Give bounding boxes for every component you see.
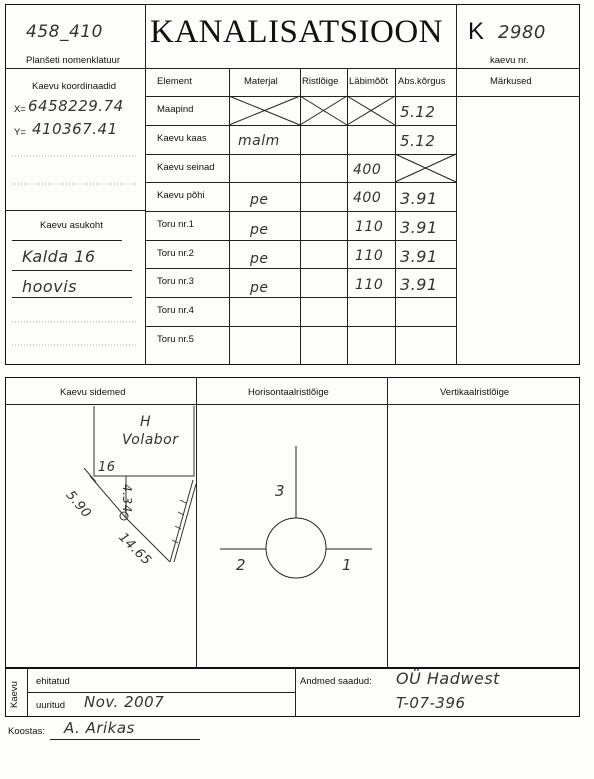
distance-5-90: 5.90 bbox=[62, 488, 94, 522]
location-heading: Kaevu asukoht bbox=[40, 220, 103, 231]
compiler-value: A. Arikas bbox=[64, 719, 135, 737]
x-value: 6458229.74 bbox=[28, 97, 124, 115]
row-elevation: 3.91 bbox=[400, 247, 438, 266]
x-label: X= bbox=[14, 104, 26, 115]
building-label-name: Volabor bbox=[122, 432, 179, 448]
row-material: pe bbox=[250, 280, 269, 296]
building-label-h: H bbox=[140, 414, 152, 430]
well-number: 2980 bbox=[498, 22, 546, 43]
sketch-heading-horizontal: Horisontaalristlõige bbox=[248, 387, 329, 398]
header-diameter: Läbimõõt bbox=[349, 76, 389, 87]
source-company: OÜ Hadwest bbox=[396, 669, 500, 688]
pipe-label-2: 2 bbox=[236, 556, 247, 574]
row-elevation: 3.91 bbox=[400, 189, 438, 208]
distance-14-65: 14.65 bbox=[115, 530, 155, 569]
row-element: Kaevu kaas bbox=[157, 133, 207, 144]
header-element: Element bbox=[157, 76, 192, 87]
row-diameter: 110 bbox=[355, 219, 384, 235]
pipe-label-3: 3 bbox=[275, 482, 286, 500]
coordinates-heading: Kaevu koordinaadid bbox=[32, 81, 116, 92]
pipe-label-1: 1 bbox=[342, 556, 353, 574]
well-prefix: K bbox=[468, 18, 485, 45]
row-elevation: 3.91 bbox=[400, 218, 438, 237]
y-value: 410367.41 bbox=[32, 120, 118, 138]
row-element: Kaevu põhi bbox=[157, 190, 205, 201]
built-label: ehitatud bbox=[36, 676, 70, 687]
compiler-label: Koostas: bbox=[8, 726, 45, 737]
row-diameter: 400 bbox=[353, 190, 382, 206]
row-diameter: 110 bbox=[355, 248, 384, 264]
y-label: Y= bbox=[14, 127, 26, 138]
sketch-heading-connections: Kaevu sidemed bbox=[60, 387, 126, 398]
row-diameter: 110 bbox=[355, 277, 384, 293]
row-material: malm bbox=[238, 133, 280, 149]
well-circle-icon bbox=[266, 518, 326, 578]
row-diameter: 400 bbox=[353, 162, 382, 178]
row-elevation: 5.12 bbox=[400, 103, 436, 121]
row-material: pe bbox=[250, 192, 269, 208]
row-element: Kaevu seinad bbox=[157, 162, 215, 173]
row-element: Toru nr.1 bbox=[157, 219, 194, 230]
surveyed-value: Nov. 2007 bbox=[84, 693, 165, 711]
location-line-2: hoovis bbox=[22, 277, 77, 296]
location-line-1: Kalda 16 bbox=[22, 247, 96, 266]
sheet-label: Planšeti nomenklatuur bbox=[26, 55, 120, 66]
source-code: T-07-396 bbox=[396, 694, 466, 712]
footer-side-label: Kaevu bbox=[9, 681, 20, 708]
surveyed-label: uuritud bbox=[36, 700, 66, 711]
row-element: Toru nr.4 bbox=[157, 305, 194, 316]
page-title: KANALISATSIOON bbox=[150, 14, 443, 50]
header-elevation: Abs.kõrgus bbox=[398, 76, 446, 87]
row-element: Maapind bbox=[157, 104, 194, 115]
row-element: Toru nr.2 bbox=[157, 248, 194, 259]
row-element: Toru nr.3 bbox=[157, 276, 194, 287]
row-elevation: 5.12 bbox=[400, 132, 436, 150]
row-material: pe bbox=[250, 251, 269, 267]
row-element: Toru nr.5 bbox=[157, 334, 194, 345]
header-notes: Märkused bbox=[490, 76, 532, 87]
header-section: Ristlõige bbox=[302, 76, 339, 87]
sketch-heading-vertical: Vertikaalristlõige bbox=[440, 387, 510, 398]
source-label: Andmed saadud: bbox=[300, 676, 372, 687]
well-label: kaevu nr. bbox=[490, 55, 529, 66]
header-material: Materjal bbox=[244, 76, 278, 87]
distance-16: 16 bbox=[98, 460, 116, 475]
row-material: pe bbox=[250, 222, 269, 238]
footer-mid-divider bbox=[295, 668, 296, 717]
row-elevation: 3.91 bbox=[400, 275, 438, 294]
distance-4-34: 4.34 bbox=[120, 484, 134, 513]
compiler-underline bbox=[50, 739, 200, 740]
sheet-number: 458_410 bbox=[26, 22, 103, 42]
